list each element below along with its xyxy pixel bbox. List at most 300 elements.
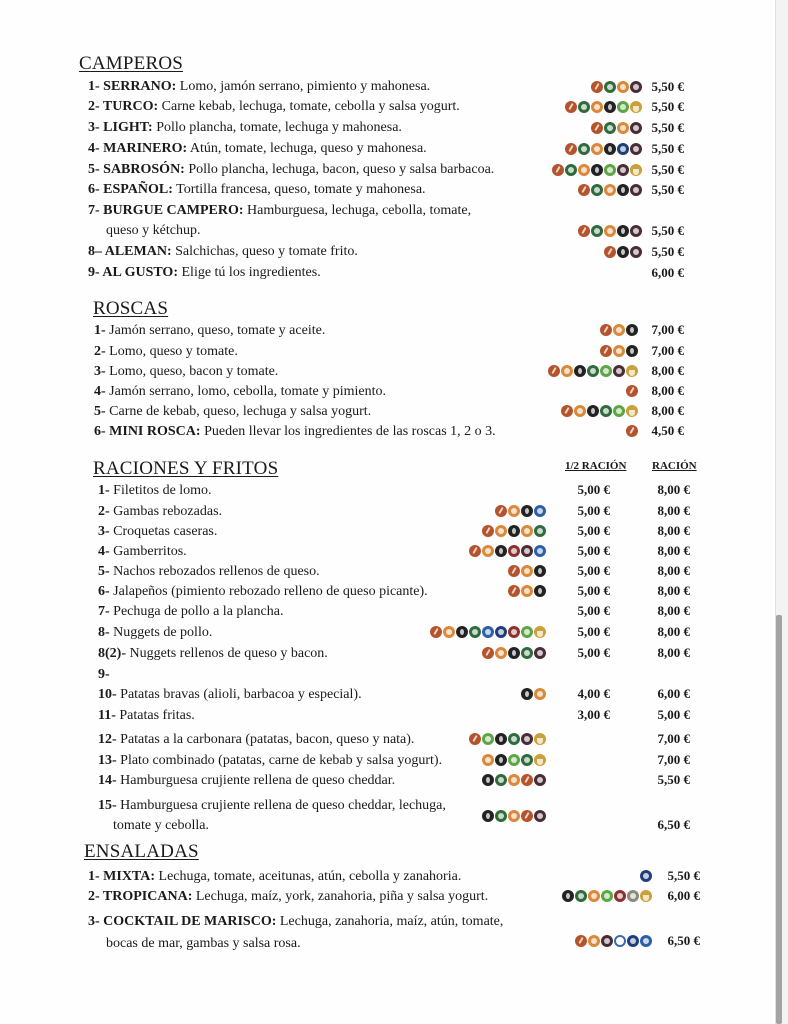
- ration-price: 8,00 €: [657, 503, 690, 518]
- item-description: Pollo plancha, lechuga, bacon, queso y salsa barbacoa.: [184, 162, 495, 177]
- item-description: Salchichas, queso y tomate frito.: [171, 244, 358, 259]
- menu-item-text: [98, 772, 395, 790]
- item-description-cont: tomate y cebolla.: [113, 818, 210, 833]
- item-price: 6,00 €: [667, 888, 700, 903]
- allergen-icons: [640, 869, 652, 883]
- menu-item-text: [88, 868, 461, 886]
- ration-price: 8,00 €: [657, 543, 690, 558]
- item-name: 1-: [94, 323, 106, 338]
- menu-item-text: [94, 383, 386, 401]
- celery-icon: [495, 810, 507, 822]
- fish-icon: [617, 143, 629, 155]
- allergen-icons: [562, 889, 652, 903]
- menu-item-text: [98, 563, 320, 581]
- menu-item-text: [98, 583, 428, 601]
- allergen-icons: [575, 934, 652, 948]
- item-price: 5,50 €: [651, 182, 684, 197]
- item-description: Croquetas caseras.: [109, 524, 218, 539]
- egg-icon: [521, 525, 533, 537]
- item-name: 5-: [94, 404, 106, 419]
- egg-icon: [495, 647, 507, 659]
- allergen-icons: [482, 524, 546, 538]
- gluten-icon: [508, 565, 520, 577]
- egg-icon: [482, 545, 494, 557]
- egg-icon: [495, 525, 507, 537]
- sesame-icon: [630, 122, 642, 134]
- celery-icon: [508, 733, 520, 745]
- section-title-raciones: RACIONES Y FRITOS: [93, 458, 279, 479]
- soy-icon: [508, 545, 520, 557]
- menu-item-text: [88, 161, 494, 179]
- fish-icon: [640, 870, 652, 882]
- item-name: 4- MARINERO:: [88, 141, 188, 156]
- section-title-camperos: CAMPEROS: [79, 53, 184, 74]
- menu-item-text: [98, 603, 283, 621]
- allergen-icons: [521, 687, 546, 701]
- milk-icon: [495, 733, 507, 745]
- sulphites-icon: [534, 733, 546, 745]
- milk-icon: [587, 405, 599, 417]
- ration-price: 8,00 €: [657, 523, 690, 538]
- menu-item-text: [98, 645, 328, 663]
- menu-item-text: [88, 119, 402, 137]
- milk-icon: [574, 365, 586, 377]
- allergen-icons: [600, 344, 638, 358]
- sesame-icon: [534, 774, 546, 786]
- celery-icon: [578, 143, 590, 155]
- item-name: 8(2)-: [98, 646, 126, 661]
- gluten-icon: [565, 143, 577, 155]
- item-name: 2-: [98, 504, 110, 519]
- section-title-roscas: ROSCAS: [93, 298, 169, 319]
- milk-icon: [534, 565, 546, 577]
- ration-price: 8,00 €: [657, 563, 690, 578]
- mustard-icon: [482, 733, 494, 745]
- mustard-icon: [508, 754, 520, 766]
- egg-icon: [508, 774, 520, 786]
- ration-price: 7,00 €: [657, 752, 690, 767]
- menu-item-text: [98, 686, 362, 704]
- allergen-icons: [430, 625, 546, 639]
- menu-item-text: [94, 403, 371, 421]
- item-description: Jalapeños (pimiento rebozado relleno de queso picante).: [109, 584, 428, 599]
- celery-icon: [495, 774, 507, 786]
- sulphites-icon: [640, 890, 652, 902]
- item-name: 1- SERRANO:: [88, 79, 177, 94]
- allergen-icons: [548, 364, 638, 378]
- item-name: 5- SABROSÓN:: [88, 162, 185, 177]
- menu-item-text: [88, 181, 426, 199]
- item-description: Tortilla francesa, queso, tomate y mahonesa.: [172, 182, 426, 197]
- celery-icon: [600, 405, 612, 417]
- item-name: 3- COCKTAIL DE MARISCO:: [88, 914, 277, 929]
- sulphites-icon: [534, 626, 546, 638]
- item-price: 5,50 €: [651, 244, 684, 259]
- item-price: 7,00 €: [651, 343, 684, 358]
- menu-item-text: [98, 797, 446, 815]
- sesame-icon: [613, 365, 625, 377]
- gluten-icon: [626, 425, 638, 437]
- item-description: Pollo plancha, tomate, lechuga y mahonesa.: [152, 120, 402, 135]
- item-price: 4,50 €: [651, 423, 684, 438]
- column-header-half-ration: 1/2 RACIÓN: [565, 460, 627, 472]
- milk-icon: [626, 324, 638, 336]
- item-name: 13-: [98, 753, 117, 768]
- item-description: Hamburguesa crujiente rellena de queso cheddar.: [116, 773, 396, 788]
- egg-icon: [578, 164, 590, 176]
- item-name: 10-: [98, 687, 117, 702]
- scrollbar-thumb[interactable]: [776, 615, 782, 1024]
- item-name: 2- TURCO:: [88, 99, 159, 114]
- celery-icon: [521, 647, 533, 659]
- egg-icon: [561, 365, 573, 377]
- milk-icon: [495, 545, 507, 557]
- egg-icon: [613, 324, 625, 336]
- mustard-icon: [521, 626, 533, 638]
- menu-item-text: [94, 343, 238, 361]
- ration-price: 8,00 €: [657, 583, 690, 598]
- egg-icon: [521, 585, 533, 597]
- half-ration-price: 5,00 €: [577, 603, 610, 618]
- egg-icon: [508, 505, 520, 517]
- allergen-icons: [508, 564, 546, 578]
- ration-price: 8,00 €: [657, 482, 690, 497]
- item-name: 6- ESPAÑOL:: [88, 182, 173, 197]
- celery-icon: [575, 890, 587, 902]
- item-name: 1-: [98, 483, 110, 498]
- fish-icon: [627, 935, 639, 947]
- item-price: 5,50 €: [651, 162, 684, 177]
- allergen-icons: [469, 544, 546, 558]
- milk-icon: [591, 164, 603, 176]
- egg-icon: [534, 688, 546, 700]
- item-description: Nuggets rellenos de queso y bacon.: [126, 646, 328, 661]
- menu-item-text: [88, 888, 488, 906]
- gluten-icon: [469, 545, 481, 557]
- mustard-icon: [604, 164, 616, 176]
- milk-icon: [617, 246, 629, 258]
- gluten-icon: [600, 345, 612, 357]
- allergen-icons: [482, 773, 546, 787]
- sesame-icon: [521, 545, 533, 557]
- soy-icon: [508, 626, 520, 638]
- item-description: Nuggets de pollo.: [109, 625, 213, 640]
- menu-item-text: [88, 98, 460, 116]
- item-description: Lomo, queso y tomate.: [105, 344, 238, 359]
- crustacean-icon: [534, 505, 546, 517]
- half-ration-price: 5,00 €: [577, 543, 610, 558]
- menu-item-text: [88, 78, 430, 96]
- item-name: 6- MINI ROSCA:: [94, 424, 201, 439]
- gluten-icon: [548, 365, 560, 377]
- item-name: 11-: [98, 708, 116, 723]
- item-price: 5,50 €: [667, 868, 700, 883]
- sulphites-icon: [534, 754, 546, 766]
- item-description: Pueden llevar los ingredientes de las roscas 1, 2 o 3.: [200, 424, 496, 439]
- milk-icon: [521, 505, 533, 517]
- item-description: Patatas fritas.: [115, 708, 195, 723]
- egg-icon: [617, 81, 629, 93]
- half-ration-price: 5,00 €: [577, 563, 610, 578]
- item-name: 3-: [98, 524, 110, 539]
- sesame-icon: [630, 143, 642, 155]
- allergen-icons: [508, 584, 546, 598]
- item-description-cont: queso y kétchup.: [106, 223, 201, 238]
- menu-item-text: [88, 243, 358, 261]
- milk-icon: [534, 585, 546, 597]
- egg-icon: [604, 184, 616, 196]
- half-ration-price: 5,00 €: [577, 645, 610, 660]
- item-description: Lechuga, maíz, york, zanahoria, piña y salsa yogurt.: [192, 889, 489, 904]
- egg-icon: [613, 345, 625, 357]
- allergen-icons: [626, 424, 638, 438]
- gluten-icon: [521, 810, 533, 822]
- gluten-icon: [575, 935, 587, 947]
- celery-icon: [587, 365, 599, 377]
- celery-icon: [565, 164, 577, 176]
- menu-item-text: [94, 322, 325, 340]
- sesame-icon: [534, 810, 546, 822]
- allergen-icons: [495, 504, 546, 518]
- ration-price: 8,00 €: [657, 603, 690, 618]
- menu-item-text: [94, 423, 496, 441]
- celery-icon: [604, 122, 616, 134]
- milk-icon: [495, 754, 507, 766]
- half-ration-price: 5,00 €: [577, 482, 610, 497]
- nuts-icon: [627, 890, 639, 902]
- item-description: Carne de kebab, queso, lechuga y salsa yogurt.: [105, 404, 372, 419]
- item-name: 12-: [98, 732, 117, 747]
- gluten-icon: [430, 626, 442, 638]
- gluten-icon: [578, 225, 590, 237]
- menu-item-text: [88, 140, 427, 158]
- half-ration-price: 5,00 €: [577, 624, 610, 639]
- sulphites-icon: [630, 101, 642, 113]
- item-name: 5-: [98, 564, 110, 579]
- item-name: 2-: [94, 344, 106, 359]
- ration-price: 6,50 €: [657, 817, 690, 832]
- menu-item-text: [98, 543, 187, 561]
- menu-item-text: [98, 624, 212, 642]
- sesame-icon: [521, 733, 533, 745]
- mustard-icon: [613, 405, 625, 417]
- menu-item-text: [94, 363, 278, 381]
- milk-icon: [626, 345, 638, 357]
- crustacean-icon: [482, 626, 494, 638]
- milk-icon: [482, 810, 494, 822]
- egg-icon: [482, 754, 494, 766]
- item-description: Filetitos de lomo.: [109, 483, 212, 498]
- celery-icon: [469, 626, 481, 638]
- milk-icon: [562, 890, 574, 902]
- menu-item-text: [98, 707, 195, 725]
- item-name: 8-: [98, 625, 110, 640]
- egg-icon: [591, 101, 603, 113]
- celery-icon: [604, 81, 616, 93]
- celery-icon: [534, 525, 546, 537]
- menu-item-text: [98, 752, 442, 770]
- mollusc-icon: [614, 935, 626, 947]
- gluten-icon: [578, 184, 590, 196]
- ration-price: 5,50 €: [657, 772, 690, 787]
- item-name: 14-: [98, 773, 117, 788]
- half-ration-price: 3,00 €: [577, 707, 610, 722]
- gluten-icon: [482, 525, 494, 537]
- item-description: Lomo, jamón serrano, pimiento y mahonesa.: [176, 79, 431, 94]
- gluten-icon: [508, 585, 520, 597]
- egg-icon: [591, 143, 603, 155]
- egg-icon: [604, 225, 616, 237]
- milk-icon: [508, 647, 520, 659]
- ration-price: 8,00 €: [657, 645, 690, 660]
- celery-icon: [591, 225, 603, 237]
- item-description: Elige tú los ingredientes.: [178, 265, 321, 280]
- allergen-icons: [591, 80, 642, 94]
- crustacean-icon: [534, 545, 546, 557]
- egg-icon: [443, 626, 455, 638]
- item-name: 1- MIXTA:: [88, 869, 156, 884]
- ration-price: 8,00 €: [657, 624, 690, 639]
- item-name: 3- LIGHT:: [88, 120, 153, 135]
- item-name: 7- BURGUE CAMPERO:: [88, 203, 244, 218]
- item-description: Lechuga, tomate, aceitunas, atún, cebolla y zanahoria.: [155, 869, 462, 884]
- item-description-cont: bocas de mar, gambas y salsa rosa.: [106, 936, 301, 951]
- allergen-icons: [469, 732, 546, 746]
- egg-icon: [588, 935, 600, 947]
- item-price: 6,00 €: [651, 265, 684, 280]
- sesame-icon: [601, 935, 613, 947]
- sesame-icon: [630, 81, 642, 93]
- item-name: 4-: [98, 544, 110, 559]
- milk-icon: [604, 101, 616, 113]
- allergen-icons: [591, 121, 642, 135]
- milk-icon: [482, 774, 494, 786]
- item-name: 2- TROPICANA:: [88, 889, 193, 904]
- item-price: 6,50 €: [667, 933, 700, 948]
- milk-icon: [508, 525, 520, 537]
- item-description: Gambas rebozadas.: [109, 504, 223, 519]
- item-description: Atún, tomate, lechuga, queso y mahonesa.: [187, 141, 427, 156]
- sulphites-icon: [626, 365, 638, 377]
- menu-item-text: [88, 202, 471, 220]
- egg-icon: [617, 122, 629, 134]
- gluten-icon: [626, 385, 638, 397]
- item-name: 7-: [98, 604, 110, 619]
- sulphites-icon: [626, 405, 638, 417]
- half-ration-price: 4,00 €: [577, 686, 610, 701]
- gluten-icon: [495, 505, 507, 517]
- allergen-icons: [600, 323, 638, 337]
- allergen-icons: [482, 753, 546, 767]
- egg-icon: [521, 565, 533, 577]
- soy-icon: [614, 890, 626, 902]
- item-description: Hamburguesa, lechuga, cebolla, tomate,: [243, 203, 472, 218]
- menu-item-text: [98, 482, 212, 500]
- sesame-icon: [630, 184, 642, 196]
- menu-item-text: [88, 913, 503, 931]
- celery-icon: [591, 184, 603, 196]
- sesame-icon: [534, 647, 546, 659]
- gluten-icon: [604, 246, 616, 258]
- item-description: Jamón serrano, queso, tomate y aceite.: [105, 323, 326, 338]
- item-description: Lomo, queso, bacon y tomate.: [105, 364, 279, 379]
- item-name: 6-: [98, 584, 110, 599]
- milk-icon: [521, 688, 533, 700]
- allergen-icons: [578, 183, 642, 197]
- ration-price: 5,00 €: [657, 707, 690, 722]
- item-name: 8– ALEMAN:: [88, 244, 172, 259]
- sesame-icon: [617, 164, 629, 176]
- crustacean-icon: [640, 935, 652, 947]
- allergen-icons: [561, 404, 638, 418]
- item-price: 8,00 €: [651, 363, 684, 378]
- column-header-ration: RACIÓN: [652, 460, 697, 472]
- mustard-icon: [617, 101, 629, 113]
- ration-price: 7,00 €: [657, 731, 690, 746]
- gluten-icon: [552, 164, 564, 176]
- item-description: Pechuga de pollo a la plancha.: [109, 604, 284, 619]
- milk-icon: [617, 225, 629, 237]
- item-description: Jamón serrano, lomo, cebolla, tomate y pimiento.: [105, 384, 386, 399]
- half-ration-price: 5,00 €: [577, 523, 610, 538]
- section-title-ensaladas: ENSALADAS: [84, 841, 199, 862]
- milk-icon: [604, 143, 616, 155]
- gluten-icon: [469, 733, 481, 745]
- item-price: 5,50 €: [651, 223, 684, 238]
- item-name: 9- AL GUSTO:: [88, 265, 178, 280]
- milk-icon: [617, 184, 629, 196]
- milk-icon: [456, 626, 468, 638]
- item-price: 5,50 €: [651, 99, 684, 114]
- sesame-icon: [630, 246, 642, 258]
- half-ration-price: 5,00 €: [577, 503, 610, 518]
- item-description: Nachos rebozados rellenos de queso.: [109, 564, 320, 579]
- item-price: 5,50 €: [651, 120, 684, 135]
- item-price: 8,00 €: [651, 383, 684, 398]
- gluten-icon: [591, 122, 603, 134]
- item-description: Gamberritos.: [109, 544, 187, 559]
- gluten-icon: [565, 101, 577, 113]
- gluten-icon: [591, 81, 603, 93]
- item-description: Lechuga, zanahoria, maíz, atún, tomate,: [276, 914, 504, 929]
- egg-icon: [508, 810, 520, 822]
- fish-icon: [495, 626, 507, 638]
- item-description: Hamburguesa crujiente rellena de queso cheddar, lechuga,: [116, 798, 446, 813]
- menu-item-text: [98, 731, 414, 749]
- item-name: 4-: [94, 384, 106, 399]
- egg-icon: [588, 890, 600, 902]
- menu-item-text: [88, 264, 321, 282]
- gluten-icon: [482, 647, 494, 659]
- item-price: 5,50 €: [651, 141, 684, 156]
- egg-icon: [574, 405, 586, 417]
- item-name: 9-: [98, 667, 110, 682]
- allergen-icons: [552, 163, 642, 177]
- item-price: 7,00 €: [651, 322, 684, 337]
- ration-price: 6,00 €: [657, 686, 690, 701]
- gluten-icon: [521, 774, 533, 786]
- menu-item-text: [98, 523, 217, 541]
- allergen-icons: [578, 224, 642, 238]
- item-description: Patatas a la carbonara (patatas, bacon, queso y nata).: [116, 732, 415, 747]
- celery-icon: [521, 754, 533, 766]
- menu-item-text: [98, 666, 110, 684]
- gluten-icon: [600, 324, 612, 336]
- celery-icon: [578, 101, 590, 113]
- item-name: 3-: [94, 364, 106, 379]
- mustard-icon: [600, 365, 612, 377]
- gluten-icon: [561, 405, 573, 417]
